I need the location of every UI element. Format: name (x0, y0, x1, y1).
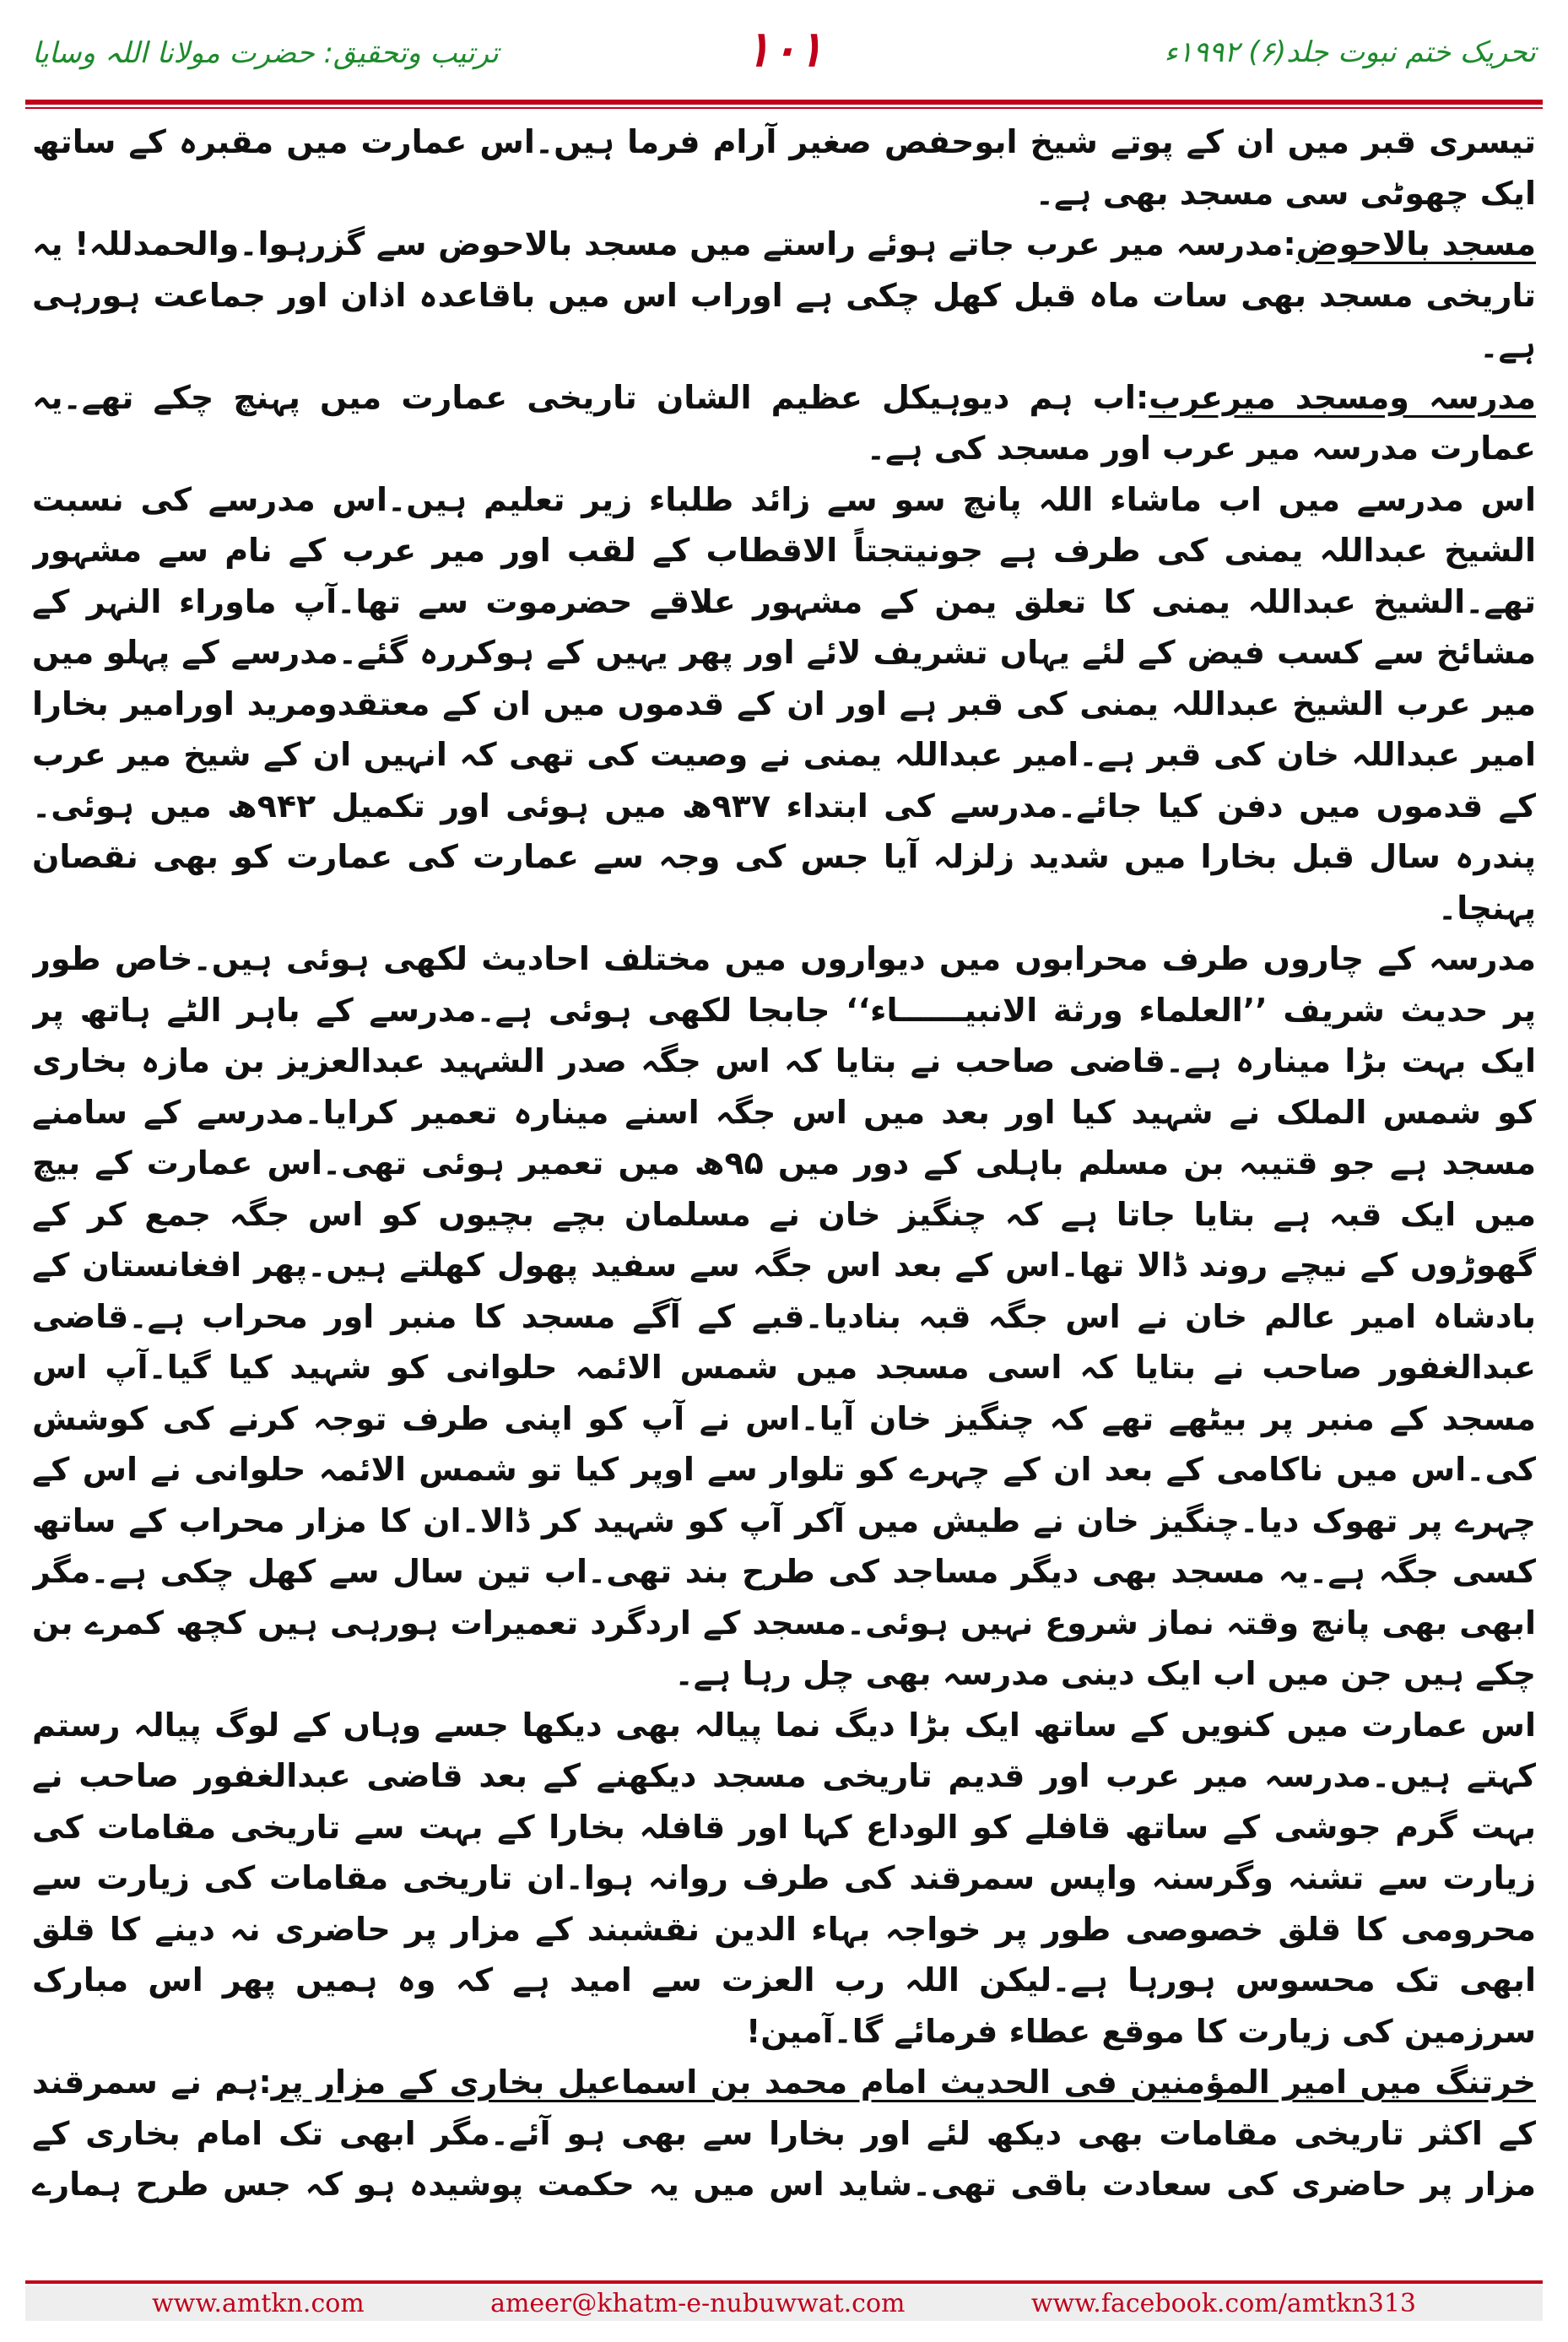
section-heading-masjid-balahauz: مسجد بالاحوض (1295, 225, 1536, 262)
footer-website-link[interactable]: www.amtkn.com (152, 2288, 365, 2318)
header-rule (25, 100, 1543, 105)
paragraph-1: تیسری قبر میں ان کے پوتے شیخ ابوحفص صغیر آرام فرما ہیں۔اس عمارت میں مقبرہ کے ساتھ ایک چھوٹی سی مسجد بھی ہے۔ (32, 123, 1536, 212)
paragraph-5: مدرسہ کے چاروں طرف محرابوں میں دیواروں میں مختلف احادیث لکھی ہوئی ہیں۔خاص طور پر حدیث شریف ’’العلماء ورثة الانبیــــــاء‘‘ جابجا لکھی ہوئی ہے۔مدرسے کے باہر الٹے ہاتھ پر ایک بہت بڑا مینارہ ہے۔قاضی صاحب نے بتایا کہ اس جگہ صدر الشہید عبدالعزیز بن مازہ بخاری کو شمس الملک نے شہید کیا اور بعد میں اس جگہ اسنے مینارہ تعمیر کرایا۔مدرسے کے سامنے مسجد ہے جو قتیبہ بن مسلم باہلی کے دور میں ۹۵ھ میں تعمیر ہوئی تھی۔اس عمارت کے بیچ میں ایک قبہ ہے بتایا جاتا ہے کہ چنگیز خان نے مسلمان بچے بچیوں کو اس جگہ جمع کر کے گھوڑوں کے نیچے روند ڈالا تھا۔اس کے بعد اس جگہ سے سفید پھول کھلتے ہیں۔پھر افغانستان کے بادشاہ امیر عالم خان نے اس جگہ قبہ بنادیا۔قبے کے آگے مسجد کا منبر اور محراب ہے۔قاضی عبدالغفور صاحب نے بتایا کہ اسی مسجد میں شمس الائمہ حلوانی کو شہید کیا گیا۔آپ اس مسجد کے منبر پر بیٹھے تھے کہ چنگیز خان آیا۔اس نے آپ کو اپنی طرف توجہ کرنے کی کوشش کی۔اس میں ناکامی کے بعد ان کے چہرے کو تلوار سے اوپر کیا تو شمس الائمہ حلوانی نے اس کے چہرے پر تھوک دیا۔چنگیز خان نے طیش میں آکر آپ کو شہید کر ڈالا۔ان کا مزار محراب کے ساتھ کسی جگہ ہے۔یہ مسجد بھی دیگر مساجد کی طرح بند تھی۔اب تین سال سے کھل چکی ہے۔مگر ابھی بھی پانچ وقتہ نماز شروع نہیں ہوئی۔مسجد کے اردگرد تعمیرات ہورہی ہیں کچھ کمرے بن چکے ہیں جن میں اب ایک دینی مدرسہ بھی چل رہا ہے۔ (32, 940, 1536, 1692)
paragraph-7 (32, 2057, 1536, 2218)
paragraph-2 (32, 219, 1536, 372)
footer-facebook-link[interactable]: www.facebook.com/amtkn313 (1030, 2288, 1416, 2318)
page-number: ۱۰۱ (744, 20, 824, 78)
compiler-credit: ترتیب وتحقیق: حضرت مولانا اللہ وسایا (32, 36, 499, 70)
page-body (32, 116, 1536, 2218)
header-rule-thin (25, 107, 1543, 109)
paragraph-6: اس عمارت میں کنویں کے ساتھ ایک بڑا دیگ نما پیالہ بھی دیکھا جسے وہاں کے لوگ پیالہ رستم کہتے ہیں۔مدرسہ میر عرب اور قدیم تاریخی مسجد دیکھنے کے بعد قاضی عبدالغفور صاحب نے بہت گرم جوشی کے ساتھ قافلے کو الوداع کہا اور قافلہ بخارا کے بہت سے تاریخی مقامات کی زیارت سے تشنہ وگرسنہ واپس سمرقند کی طرف روانہ ہوا۔ان تاریخی مقامات کی زیارت سے محرومی کا قلق خصوصی طور پر خواجہ بہاء الدین نقشبند کے مزار پر حاضری نہ دینے کا قلق ابھی تک محسوس ہورہا ہے۔لیکن اللہ رب العزت سے امید ہے کہ وہ ہمیں پھر اس مبارک سرزمین کی زیارت کا موقع عطاء فرمائے گا۔آمین! (32, 1706, 1536, 2050)
paragraph-3 (32, 372, 1536, 474)
paragraph-7-text: :ہم نے سمرقند کے اکثر تاریخی مقامات بھی دیکھ لئے اور بخارا سے بھی ہو آئے۔مگر ابھی تک امام بخاری کے مزار پر حاضری کی سعادت باقی تھی۔شاید اس میں یہ حکمت پوشیدہ ہو کہ جس طرح ہمارے (32, 2063, 1536, 2203)
footer-email-link[interactable]: ameer@khatm-e-nubuwwat.com (490, 2288, 906, 2318)
footer-rule (25, 2280, 1543, 2284)
page-header (25, 20, 1543, 91)
section-heading-madrasa-mir-arab: مدرسہ ومسجد میرعرب (1149, 378, 1536, 416)
section-heading-imam-bukhari: خرتنگ میں امیر المؤمنین فی الحدیث امام محمد بن اسماعیل بخاری کے مزار پر (271, 2063, 1536, 2101)
book-title: تحریک ختم نبوت جلد(۶) ۱۹۹۲ء (1164, 35, 1536, 69)
paragraph-2-text: :مدرسہ میر عرب جاتے ہوئے راستے میں مسجد بالاحوض سے گزرہوا۔والحمدللہ! یہ تاریخی مسجد بھی سات ماہ قبل کھل چکی ہے اوراب اس میں باقاعدہ اذان اور جماعت ہورہی ہے۔ (32, 225, 1536, 365)
paragraph-3-text: :اب ہم دیوہیکل عظیم الشان تاریخی عمارت میں پہنچ چکے تھے۔یہ عمارت مدرسہ میر عرب اور مسجد کی ہے۔ (32, 378, 1536, 467)
paragraph-4: اس مدرسے میں اب ماشاء اللہ پانچ سو سے زائد طلباء زیر تعلیم ہیں۔اس مدرسے کی نسبت الشیخ عبداللہ یمنی کی طرف ہے جونیتجتاً الاقطاب کے لقب اور میر عرب کے نام سے مشہور تھے۔الشیخ عبداللہ یمنی کا تعلق یمن کے مشہور علاقے حضرموت سے تھا۔آپ ماوراء النہر کے مشائخ سے کسب فیض کے لئے یہاں تشریف لائے اور پھر یہیں کے ہوکررہ گئے۔مدرسے کے پہلو میں میر عرب الشیخ عبداللہ یمنی کی قبر ہے اور ان کے قدموں میں ان کے معتقدومرید اورامیر بخارا امیر عبداللہ خان کی قبر ہے۔امیر عبداللہ یمنی نے وصیت کی تھی کہ انہیں ان کے شیخ میر عرب کے قدموں میں دفن کیا جائے۔مدرسے کی ابتداء ۹۳۷ھ میں ہوئی اور تکمیل ۹۴۲ھ میں ہوئی۔پندرہ سال قبل بخارا میں شدید زلزلہ آیا جس کی وجہ سے عمارت کی عمارت کو بھی نقصان پہنچا۔ (32, 480, 1536, 927)
page-footer (25, 2285, 1543, 2321)
